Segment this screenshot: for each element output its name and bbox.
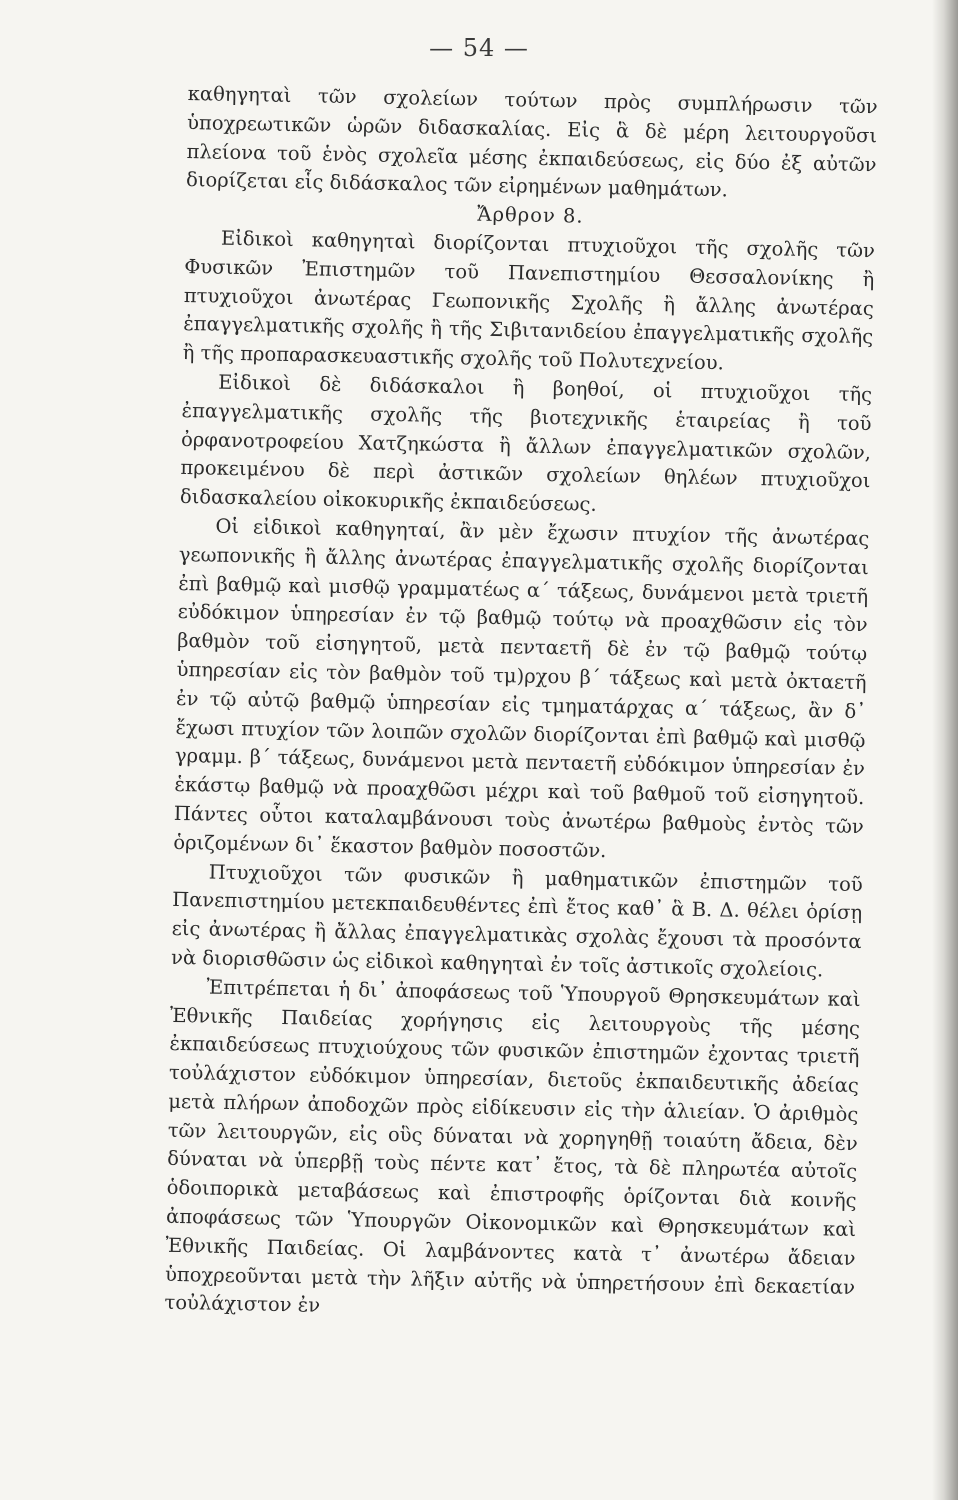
page-edge-shadow: [932, 0, 958, 1500]
paragraph-leave: Ἐπιτρέπεται ἡ δι᾽ ἀποφάσεως τοῦ Ὑπουργοῦ Θρησκευμάτων καὶ Ἐθνικῆς Παιδείας χορήγησις εἰς λειτουργοὺς τῆς μέσης ἐκπαιδεύσεως πτυχιούχους τῶν φυσικῶν ἐπιστημῶν ἐχοντας τριετῆ τοὐλάχιστον εὐδόκιμον ὑπηρεσίαν, διετοῦς ἐκπαιδευτικῆς ἀδείας μετὰ πλήρων ἀποδοχῶν πρὸς εἰδίκευσιν εἰς τὴν ἁλιείαν. Ὁ ἀριθμὸς τῶν λειτουργῶν, εἰς οὓς δύναται νὰ χορηγηθῇ τοιαύτη ἄδεια, δὲν δύναται νὰ ὑπερβῇ τοὺς πέντε κατ᾽ ἔτος, τὰ δὲ πληρωτέα αὐτοῖς ὁδοιπορικὰ μεταβάσεως καὶ ἐπιστροφῆς ὁρίζονται διὰ κοινῆς ἀποφάσεως τῶν Ὑπουργῶν Οἰκονομικῶν καὶ Θρησκευμάτων καὶ Ἐθνικῆς Παιδείας. Οἱ λαμβάνοντες κατὰ τ᾽ ἀνωτέρω ἄδειαν ὑποχρεοῦνται μετὰ τὴν λῆξιν αὐτῆς νὰ ὑπηρετήσουν ἐπὶ δεκαετίαν τοὐλάχιστον ἐν: [164, 975, 861, 1318]
paragraph-special-teachers: Εἰδικοὶ καθηγηταὶ διορίζονται πτυχιοῦχοι τῆς σχολῆς τῶν Φυσικῶν Ἐπιστημῶν τοῦ Πανεπιστημίου Θεσσαλονίκης ἢ πτυχιοῦχοι ἀνωτέρας Γεωπονικῆς Σχολῆς ἢ ἄλλης ἀνωτέρας ἐπαγγελματικῆς σχολῆς ἢ τῆς Σιβιτανιδείου ἐπαγγελματικῆς σχολῆς ἢ τῆς προπαρασκευαστικῆς σχολῆς τοῦ Πολυτεχνείου.: [182, 226, 876, 375]
paragraph-continuation: καθηγηταὶ τῶν σχολείων τούτων πρὸς συμπλήρωσιν τῶν ὑποχρεωτικῶν ὡρῶν διδασκαλίας. Εἰς ἃ δὲ μέρη λειτουργοῦσι πλείονα τοῦ ἑνὸς σχολεῖα μέσης ἐκπαιδεύσεως, εἰς δύο ἐξ αὐτῶν διορίζεται εἷς διδάσκαλος τῶν εἰρημένων μαθημάτων.: [185, 81, 878, 202]
article-heading: Ἄρθρον 8.: [477, 202, 584, 228]
paragraph-ranks: Οἱ εἰδικοὶ καθηγηταί, ἂν μὲν ἔχωσιν πτυχίον τῆς ἀνωτέρας γεωπονικῆς ἢ ἄλλης ἀνωτέρας ἐπαγγελματικῆς σχολῆς διορίζονται ἐπὶ βαθμῷ καὶ μισθῷ γραμματέως α΄ τάξεως, δυνάμενοι μετὰ τριετῆ εὐδόκιμον ὑπηρεσίαν ἐν τῷ βαθμῷ τούτῳ νὰ προαχθῶσιν εἰς τὸν βαθμὸν τοῦ εἰσηγητοῦ, μετὰ πενταετῆ δὲ ἐν τῷ βαθμῷ τούτῳ ὑπηρεσίαν εἰς τὸν βαθμὸν τοῦ τμ)ρχου β΄ τάξεως καὶ μετὰ ὀκταετῆ ἐν τῷ αὐτῷ βαθμῷ ὑπηρεσίαν εἰς τμηματάρχας α΄ τάξεως, ἂν δ᾽ ἔχωσι πτυχίον τῶν λοιπῶν σχολῶν διορίζονται ἐπὶ βαθμῷ καὶ μισθῷ γραμμ. β΄ τάξεως, δυνάμενοι μετὰ πενταετῆ εὐδόκιμον ὑπηρεσίαν ἐν ἑκάστῳ βαθμῷ νὰ προαχθῶσι μέχρι καὶ τοῦ βαθμοῦ τοῦ εἰσηγητοῦ. Πάντες οὗτοι καταλαμβάνουσι τοὺς ἀνωτέρω βαθμοὺς ἐντὸς τῶν ὁριζομένων δι᾽ ἕκαστον βαθμὸν ποσοστῶν.: [173, 514, 870, 862]
paragraph-special-instructors: Εἰδικοὶ δὲ διδάσκαλοι ἢ βοηθοί, οἱ πτυχιοῦχοι τῆς ἐπαγγελματικῆς σχολῆς τῆς βιοτεχνικῆς ἑταιρείας ἢ τοῦ ὀρφανοτροφείου Χατζηκώστα ἢ ἄλλων ἐπαγγελματικῶν σχολῶν, προκειμένου δὲ περὶ ἀστικῶν σχολείων θηλέων πτυχιοῦχοι διδασκαλείου οἰκοκυρικῆς ἐκπαιδεύσεως.: [179, 370, 873, 517]
paragraph-graduates: Πτυχιοῦχοι τῶν φυσικῶν ἢ μαθηματικῶν ἐπιστημῶν τοῦ Πανεπιστημίου μετεκπαιδευθέντες ἐπὶ ἔτος καθ᾽ ἃ Β. Δ. θέλει ὁρίσῃ εἰς ἀνωτέρας ἢ ἄλλας ἐπαγγελματικὰς σχολὰς ἔχουσι τὰ προσόντα νὰ διορισθῶσιν ὡς εἰδικοὶ καθηγηταὶ ἐν τοῖς ἀστικοῖς σχολείοις.: [170, 860, 863, 982]
body-text: [164, 80, 878, 1331]
page-number: — 54 —: [429, 34, 529, 62]
